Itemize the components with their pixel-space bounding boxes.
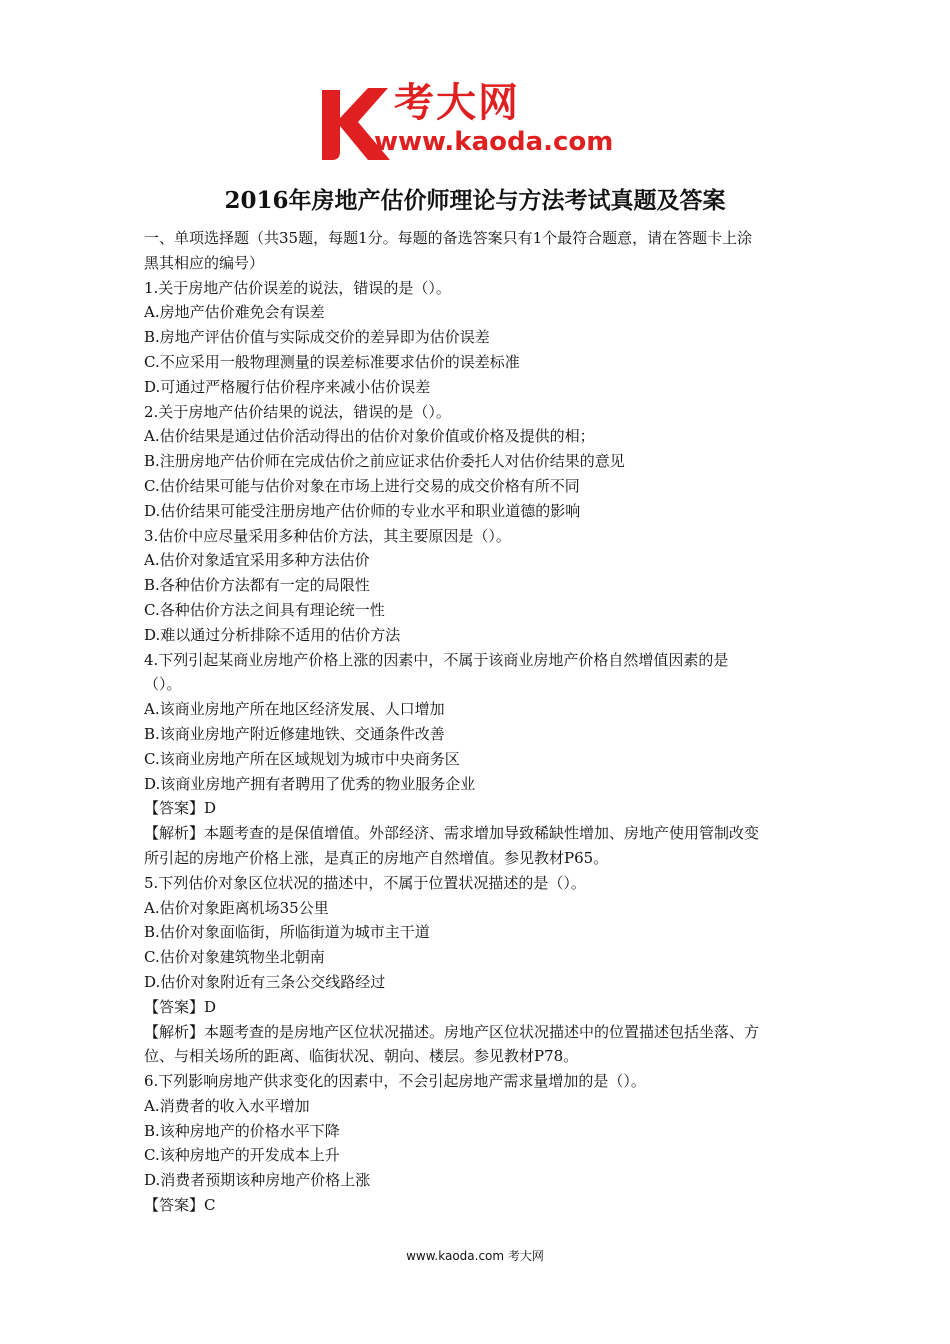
text-line: 【解析】本题考查的是房地产区位状况描述。房地产区位状况描述中的位置描述包括坐落、方 — [144, 1022, 760, 1041]
text-line: 6.下列影响房地产供求变化的因素中，不会引起房地产需求量增加的是（）。 — [144, 1072, 646, 1091]
logo-url: www.kaoda.com — [374, 127, 614, 157]
text-line: A.房地产估价难免会有误差 — [144, 303, 325, 322]
text-line: （）。 — [144, 675, 182, 694]
text-line: B.注册房地产估价师在完成估价之前应证求估价委托人对估价结果的意见 — [144, 452, 625, 471]
text-line: B.房地产评估价值与实际成交价的差异即为估价误差 — [144, 328, 490, 347]
page-footer: www.kaoda.com 考大网 — [406, 1249, 544, 1263]
text-line: 位、与相关场所的距离、临街状况、朝向、楼层。参见教材P78。 — [144, 1047, 579, 1066]
document-title: 2016年房地产估价师理论与方法考试真题及答案 — [224, 187, 726, 214]
text-line: A.估价结果是通过估价活动得出的估价对象价值或价格及提供的相； — [144, 427, 595, 446]
text-line: C.估价对象建筑物坐北朝南 — [144, 948, 325, 967]
text-line: D.难以通过分析排除不适用的估价方法 — [144, 625, 401, 644]
text-line: 一、单项选择题（共35题，每题1分。每题的备选答案只有1个最符合题意，请在答题卡上涂 — [144, 229, 753, 247]
text-line: 所引起的房地产价格上涨，是真正的房地产自然增值。参见教材P65。 — [144, 848, 609, 867]
text-line: 5.下列估价对象区位状况的描述中，不属于位置状况描述的是（）。 — [144, 873, 586, 892]
text-line: C.各种估价方法之间具有理论统一性 — [144, 600, 385, 619]
text-line: 4.下列引起某商业房地产价格上涨的因素中，不属于该商业房地产价格自然增值因素的是 — [144, 650, 729, 669]
text-line: A.消费者的收入水平增加 — [144, 1096, 310, 1115]
text-line: 【答案】C — [144, 1196, 216, 1215]
text-line: 【答案】D — [144, 997, 217, 1016]
text-line: D.估价结果可能受注册房地产估价师的专业水平和职业道德的影响 — [144, 501, 581, 520]
text-line: B.该种房地产的价格水平下降 — [144, 1121, 340, 1140]
text-line: A.估价对象适宜采用多种方法估价 — [144, 551, 370, 570]
text-line: B.该商业房地产附近修建地铁、交通条件改善 — [144, 724, 445, 743]
text-line: A.该商业房地产所在地区经济发展、人口增加 — [144, 700, 445, 719]
logo-chinese-name: 考大网 — [394, 80, 520, 126]
text-line: B.估价对象面临街，所临街道为城市主干道 — [144, 923, 430, 942]
text-line: C.估价结果可能与估价对象在市场上进行交易的成交价格有所不同 — [144, 476, 580, 495]
text-line: D.该商业房地产拥有者聘用了优秀的物业服务企业 — [144, 774, 476, 793]
text-line: 黑其相应的编号） — [144, 253, 265, 272]
text-line: 2.关于房地产估价结果的说法，错误的是（）。 — [144, 402, 451, 421]
text-line: 【解析】本题考查的是保值增值。外部经济、需求增加导致稀缺性增加、房地产使用管制改变 — [144, 824, 760, 843]
text-line: 1.关于房地产估价误差的说法，错误的是（）。 — [144, 278, 451, 297]
text-line: D.估价对象附近有三条公交线路经过 — [144, 972, 386, 991]
text-line: 【答案】D — [144, 799, 217, 818]
text-line: D.可通过严格履行估价程序来减小估价误差 — [144, 377, 431, 396]
text-line: C.该商业房地产所在区域规划为城市中央商务区 — [144, 749, 460, 768]
text-line: B.各种估价方法都有一定的局限性 — [144, 576, 370, 595]
text-line: A.估价对象距离机场35公里 — [144, 898, 329, 917]
text-line: 3.估价中应尽量采用多种估价方法，其主要原因是（）。 — [144, 526, 511, 545]
text-line: C.不应采用一般物理测量的误差标准要求估价的误差标准 — [144, 352, 520, 371]
document-body — [144, 226, 814, 1218]
text-line: D.消费者预期该种房地产价格上涨 — [144, 1171, 371, 1190]
kaoda-logo — [318, 80, 638, 162]
text-line: C.该种房地产的开发成本上升 — [144, 1146, 340, 1165]
